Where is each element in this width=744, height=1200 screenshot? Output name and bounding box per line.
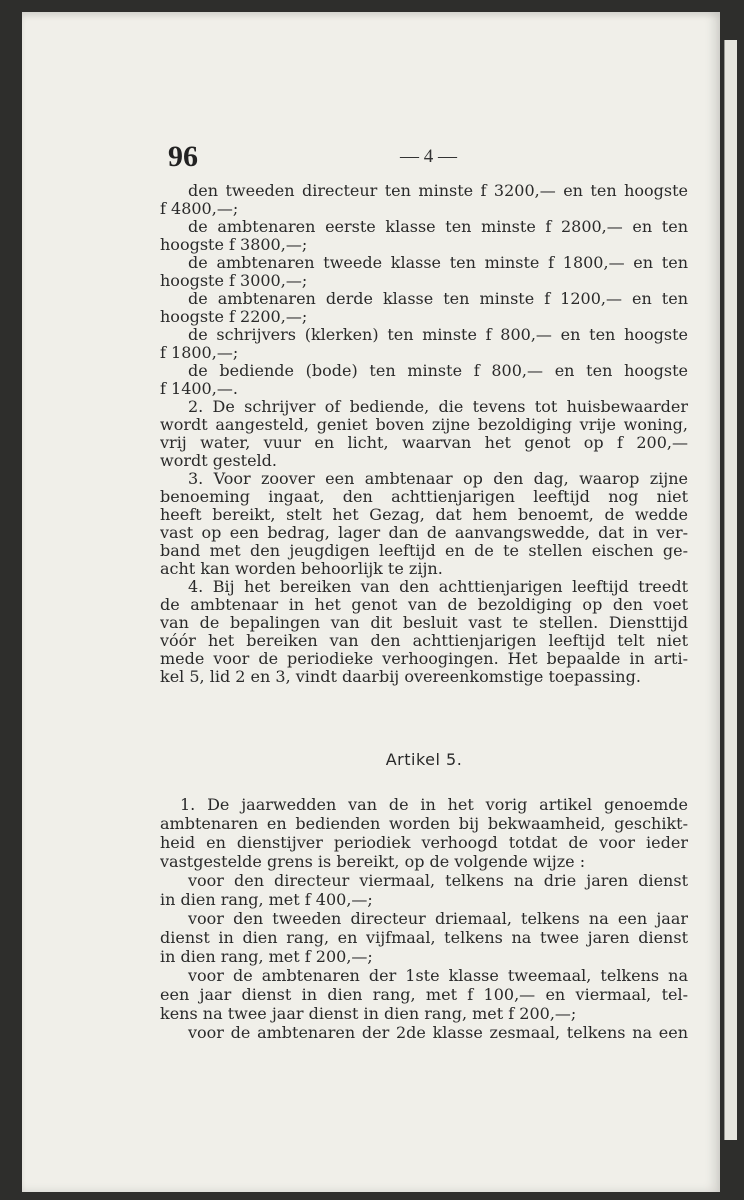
text-line: 4. Bij het bereiken van den achttienjarigen leeftijd treedt: [188, 578, 688, 596]
running-head: — 4 —: [400, 146, 457, 167]
text-line: vast op een bedrag, lager dan de aanvangswedde, dat in ver-: [160, 524, 688, 542]
text-line: vastgestelde grens is bereikt, op de volgende wijze :: [160, 853, 586, 871]
text-line: kens na twee jaar dienst in dien rang, met f 200,—;: [160, 1005, 577, 1023]
text-line: benoeming ingaat, den achttienjarigen leeftijd nog niet: [160, 488, 688, 506]
text-line: wordt aangesteld, geniet boven zijne bezoldiging vrije woning,: [160, 416, 688, 434]
text-line: dienst in dien rang, en vijfmaal, telkens na twee jaren dienst: [160, 929, 688, 947]
text-line: acht kan worden behoorlijk te zijn.: [160, 560, 443, 578]
text-line: heid en dienstijver periodiek verhoogd totdat de voor ieder: [160, 834, 688, 852]
text-line: de ambtenaar in het genot van de bezoldiging op den voet: [160, 596, 688, 614]
text-line: 2. De schrijver of bediende, die tevens tot huisbewaarder: [188, 398, 688, 416]
text-line: de ambtenaren eerste klasse ten minste f 2800,— en ten: [188, 218, 688, 236]
text-line: de ambtenaren derde klasse ten minste f 1200,— en ten: [188, 290, 688, 308]
text-line: in dien rang, met f 200,—;: [160, 948, 373, 966]
text-line: wordt gesteld.: [160, 452, 277, 470]
text-line: heeft bereikt, stelt het Gezag, dat hem benoemt, de wedde: [160, 506, 688, 524]
text-line: f 4800,—;: [160, 200, 239, 218]
text-line: f 1800,—;: [160, 344, 239, 362]
page-header: [168, 140, 688, 176]
text-line: voor den tweeden directeur driemaal, telkens na een jaar: [188, 910, 688, 928]
text-line: kel 5, lid 2 en 3, vindt daarbij overeenkomstige toepassing.: [160, 668, 641, 686]
text-line: band met den jeugdigen leeftijd en de te stellen eischen ge-: [160, 542, 688, 560]
text-line: vrij water, vuur en licht, waarvan het genot op f 200,—: [160, 434, 688, 452]
text-line: 3. Voor zoover een ambtenaar op den dag, waarop zijne: [188, 470, 688, 488]
text-line: voor de ambtenaren der 1ste klasse tweemaal, telkens na: [188, 967, 688, 985]
page-number: 96: [168, 140, 198, 173]
text-line: f 1400,—.: [160, 380, 238, 398]
article-heading: Artikel 5.: [385, 750, 463, 769]
text-line: een jaar dienst in dien rang, met f 100,— en viermaal, tel-: [160, 986, 688, 1004]
text-line: in dien rang, met f 400,—;: [160, 891, 373, 909]
text-line: ambtenaren en bedienden worden bij bekwaamheid, geschikt-: [160, 815, 688, 833]
text-line: 1. De jaarwedden van de in het vorig artikel genoemde: [180, 796, 688, 814]
text-line: van de bepalingen van dit besluit vast te stellen. Diensttijd: [160, 614, 688, 632]
text-line: den tweeden directeur ten minste f 3200,— en ten hoogste: [188, 182, 688, 200]
text-line: mede voor de periodieke verhoogingen. Het bepaalde in arti-: [160, 650, 688, 668]
text-line: de schrijvers (klerken) ten minste f 800,— en ten hoogste: [188, 326, 688, 344]
body-text-article-5: [160, 796, 688, 1043]
text-line: hoogste f 2200,—;: [160, 308, 308, 326]
text-line: hoogste f 3800,—;: [160, 236, 308, 254]
text-line: vóór het bereiken van den achttienjarigen leeftijd telt niet: [160, 632, 688, 650]
text-line: voor den directeur viermaal, telkens na drie jaren dienst: [188, 872, 688, 890]
text-line: voor de ambtenaren der 2de klasse zesmaal, telkens na een: [188, 1024, 688, 1042]
page-edge: [724, 40, 737, 1140]
body-text-article-4: [160, 182, 688, 686]
text-line: hoogste f 3000,—;: [160, 272, 308, 290]
text-line: de ambtenaren tweede klasse ten minste f 1800,— en ten: [188, 254, 688, 272]
text-line: de bediende (bode) ten minste f 800,— en ten hoogste: [188, 362, 688, 380]
